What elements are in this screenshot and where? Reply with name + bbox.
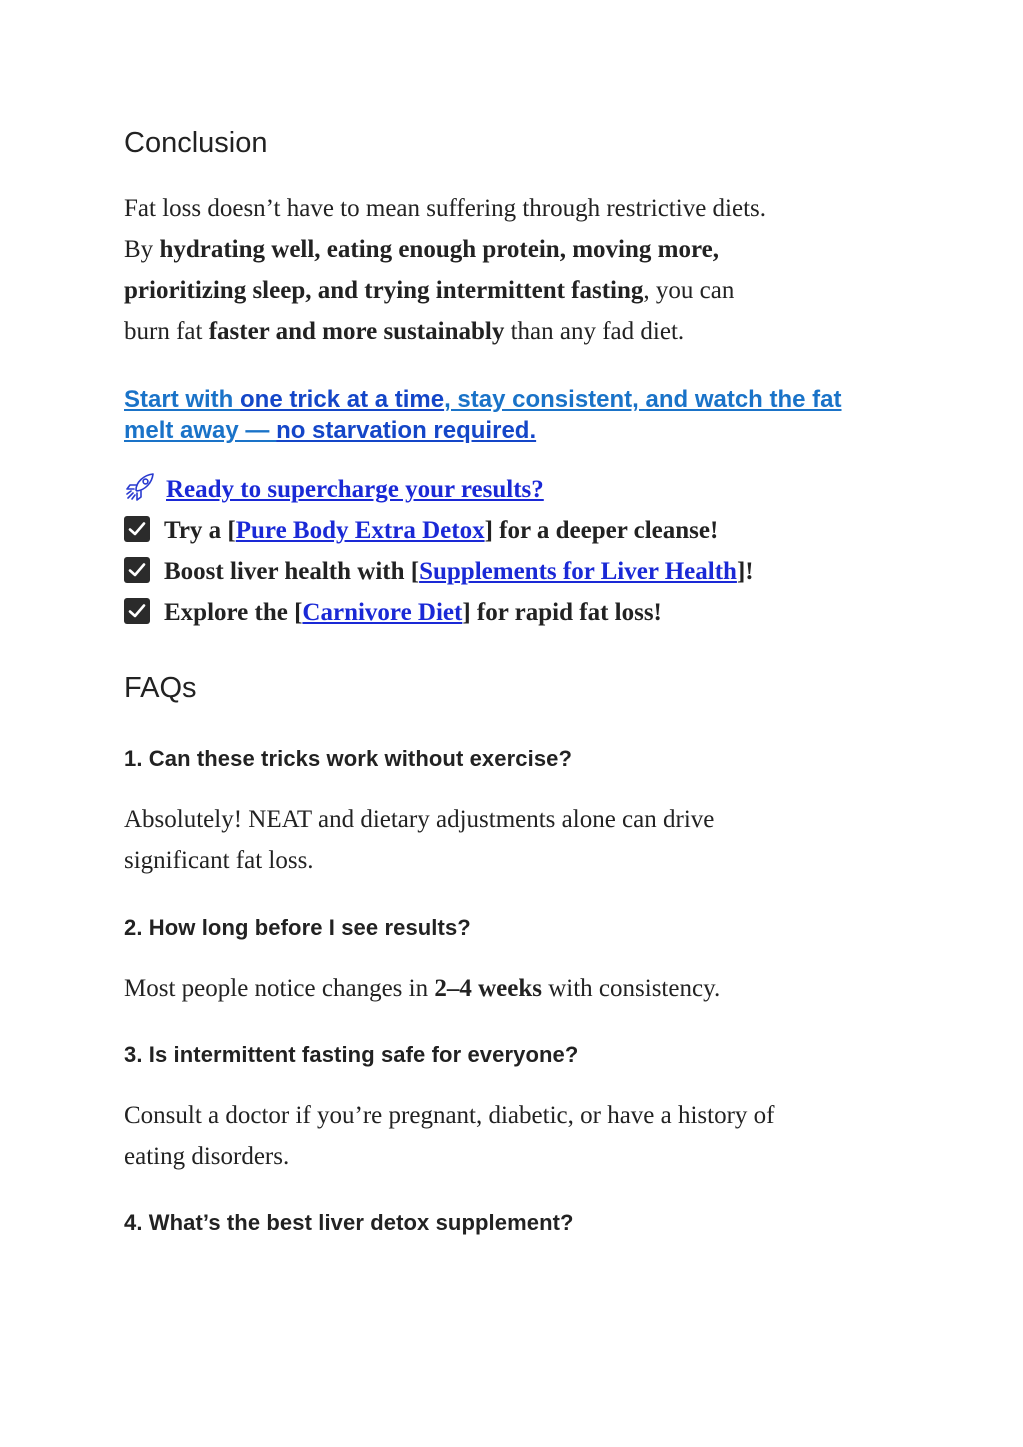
lead-link-melt-away[interactable]: melt away — (124, 417, 277, 444)
para-line-3-post: , you can (643, 277, 735, 304)
cta-item-3-post: ] for rapid fat loss! (462, 599, 662, 626)
faq-answer-1 (124, 799, 714, 881)
faq-answer-2-bold: 2–4 weeks (434, 975, 542, 1002)
para-line-4-bold: faster and more sustainably (208, 318, 505, 345)
faq-answer-2 (124, 968, 720, 1009)
rocket-icon (124, 472, 156, 502)
cta-item-1 (124, 510, 718, 551)
para-line-3-bold: prioritizing sleep, and trying intermittent fasting (124, 277, 644, 304)
para-line-4-pre: burn fat (124, 318, 209, 345)
para-line-4-post: than any fad diet. (504, 318, 685, 345)
faq-question-3: 3. Is intermittent fasting safe for everyone? (124, 1042, 579, 1067)
faq-answer-2-pre: Most people notice changes in (124, 975, 435, 1002)
cta-headline-link[interactable]: Ready to supercharge your results? (166, 476, 544, 503)
faq-answer-3-line-2: eating disorders. (124, 1143, 290, 1170)
cta-item-3-pre: Explore the [ (164, 599, 303, 626)
pure-body-extra-detox-link[interactable]: Pure Body Extra Detox (235, 517, 485, 544)
supplements-liver-health-link[interactable]: Supplements for Liver Health (419, 558, 737, 585)
cta-item-2-pre: Boost liver health with [ (164, 558, 420, 585)
faq-answer-1-line-1: Absolutely! NEAT and dietary adjustments alone can drive (124, 806, 715, 833)
para-line-2-pre: By (124, 236, 160, 263)
faq-answer-3-line-1: Consult a doctor if you’re pregnant, diabetic, or have a history of (124, 1102, 775, 1129)
checkmark-icon (124, 598, 150, 624)
carnivore-diet-link[interactable]: Carnivore Diet (302, 599, 463, 626)
cta-headline-row (124, 469, 544, 510)
lead-link-start[interactable]: Start with (124, 386, 241, 413)
faq-answer-1-line-2: significant fat loss. (124, 847, 314, 874)
checkmark-icon (124, 557, 150, 583)
faq-answer-2-post: with consistency. (541, 975, 721, 1002)
para-line-2-bold: hydrating well, eating enough protein, moving more, (159, 236, 719, 263)
cta-item-3 (124, 592, 662, 633)
cta-item-1-post: ] for a deeper cleanse! (484, 517, 719, 544)
checkmark-icon (124, 516, 150, 542)
lead-link-no-starvation[interactable]: no starvation required. (276, 417, 537, 444)
faq-question-4: 4. What’s the best liver detox supplement? (124, 1210, 574, 1235)
cta-item-1-pre: Try a [ (164, 517, 236, 544)
lead-callout (124, 384, 914, 446)
cta-item-2-post: ]! (736, 558, 754, 585)
faq-question-2: 2. How long before I see results? (124, 915, 471, 940)
lead-link-stay-consistent[interactable]: , stay consistent, and watch the fat (444, 386, 842, 413)
lead-link-one-trick[interactable]: one trick at a time (240, 386, 445, 413)
faqs-heading: FAQs (124, 672, 197, 704)
faq-question-1: 1. Can these tricks work without exercise? (124, 746, 573, 771)
conclusion-heading: Conclusion (124, 127, 268, 159)
cta-item-2 (124, 551, 754, 592)
conclusion-paragraph (124, 188, 766, 352)
faq-answer-3 (124, 1095, 775, 1177)
para-line-1: Fat loss doesn’t have to mean suffering through restrictive diets. (124, 195, 767, 222)
